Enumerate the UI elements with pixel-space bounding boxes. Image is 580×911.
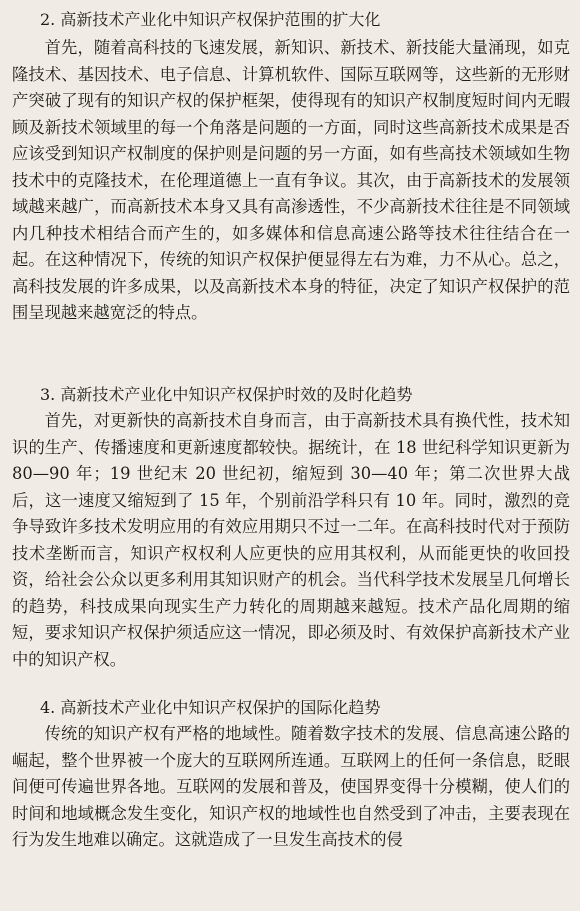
section-4-paragraph: 传统的知识产权有严格的地域性。随着数字技术的发展、信息高速公路的崛起，整个世界被一个庞大的互联网所连通。互联网上的任何一条信息，眨眼间便可传遍世界各地。互联网的发展和普及，使国界变得十分模糊，使人们的时间和地域概念发生变化，知识产权的地域性也自然受到了冲击，主要表现在行为发生地难以确定。这就造成了一旦发生高技术的侵: [12, 724, 570, 850]
section-2-paragraph: 首先，随着高科技的飞速发展，新知识、新技术、新技能大量涌现，如克隆技术、基因技术、电子信息、计算机软件、国际互联网等，这些新的无形财产突破了现有的知识产权的保护框架，使得现有的知识产权制度短时间内无暇顾及新技术领域里的每一个角落是问题的一方面，同时这些高新技术成果是否应该受到知识产权制度的保护则是问题的另一方面，如有些高技术领域如生物技术中的克隆技术，在伦理道德上一直有争议。其次，由于高新技术的发展领域越来越广，而高新技术本身又具有高渗透性，不少高新技术往往是不同领域内几种技术相结合而产生的，如多媒体和信息高速公路等技术往往结合在一起。在这种情况下，传统的知识产权保护便显得左右为难，力不从心。总之，高科技发展的许多成果，以及高新技术本身的特征，决定了知识产权保护的范围呈现越来越宽泛的特点。: [12, 38, 570, 323]
section-3-paragraph: 首先，对更新快的高新技术自身而言，由于高新技术具有换代性，技术知识的生产、传播速度和更新速度都较快。据统计，在 18 世纪科学知识更新为 80—90 年；19 世纪末 20 世纪初，缩短到 30—40 年；第二次世界大战后，这一速度又缩短到了 15 年，个别前沿学科只有 10 年。同时，激烈的竞争导致许多技术发明应用的有效应用期只不过一二年。在高科技时代对于预防技术垄断而言，知识产权权利人应更快的应用其权利，从而能更快的收回投资，给社会公众以更多利用其知识财产的机会。当代科学技术发展呈几何增长的趋势，科技成果向现实生产力转化的周期越来越短。技术产品化周期的缩短，要求知识产权保护须适应这一情况，即必须及时、有效保护高新技术产业中的知识产权。: [12, 411, 570, 669]
section-4-heading: 4. 高新技术产业化中知识产权保护的国际化趋势: [40, 698, 381, 717]
section-3-heading: 3. 高新技术产业化中知识产权保护时效的及时化趋势: [40, 385, 413, 404]
section-2-heading: 2. 高新技术产业化中知识产权保护范围的扩大化: [40, 10, 381, 29]
